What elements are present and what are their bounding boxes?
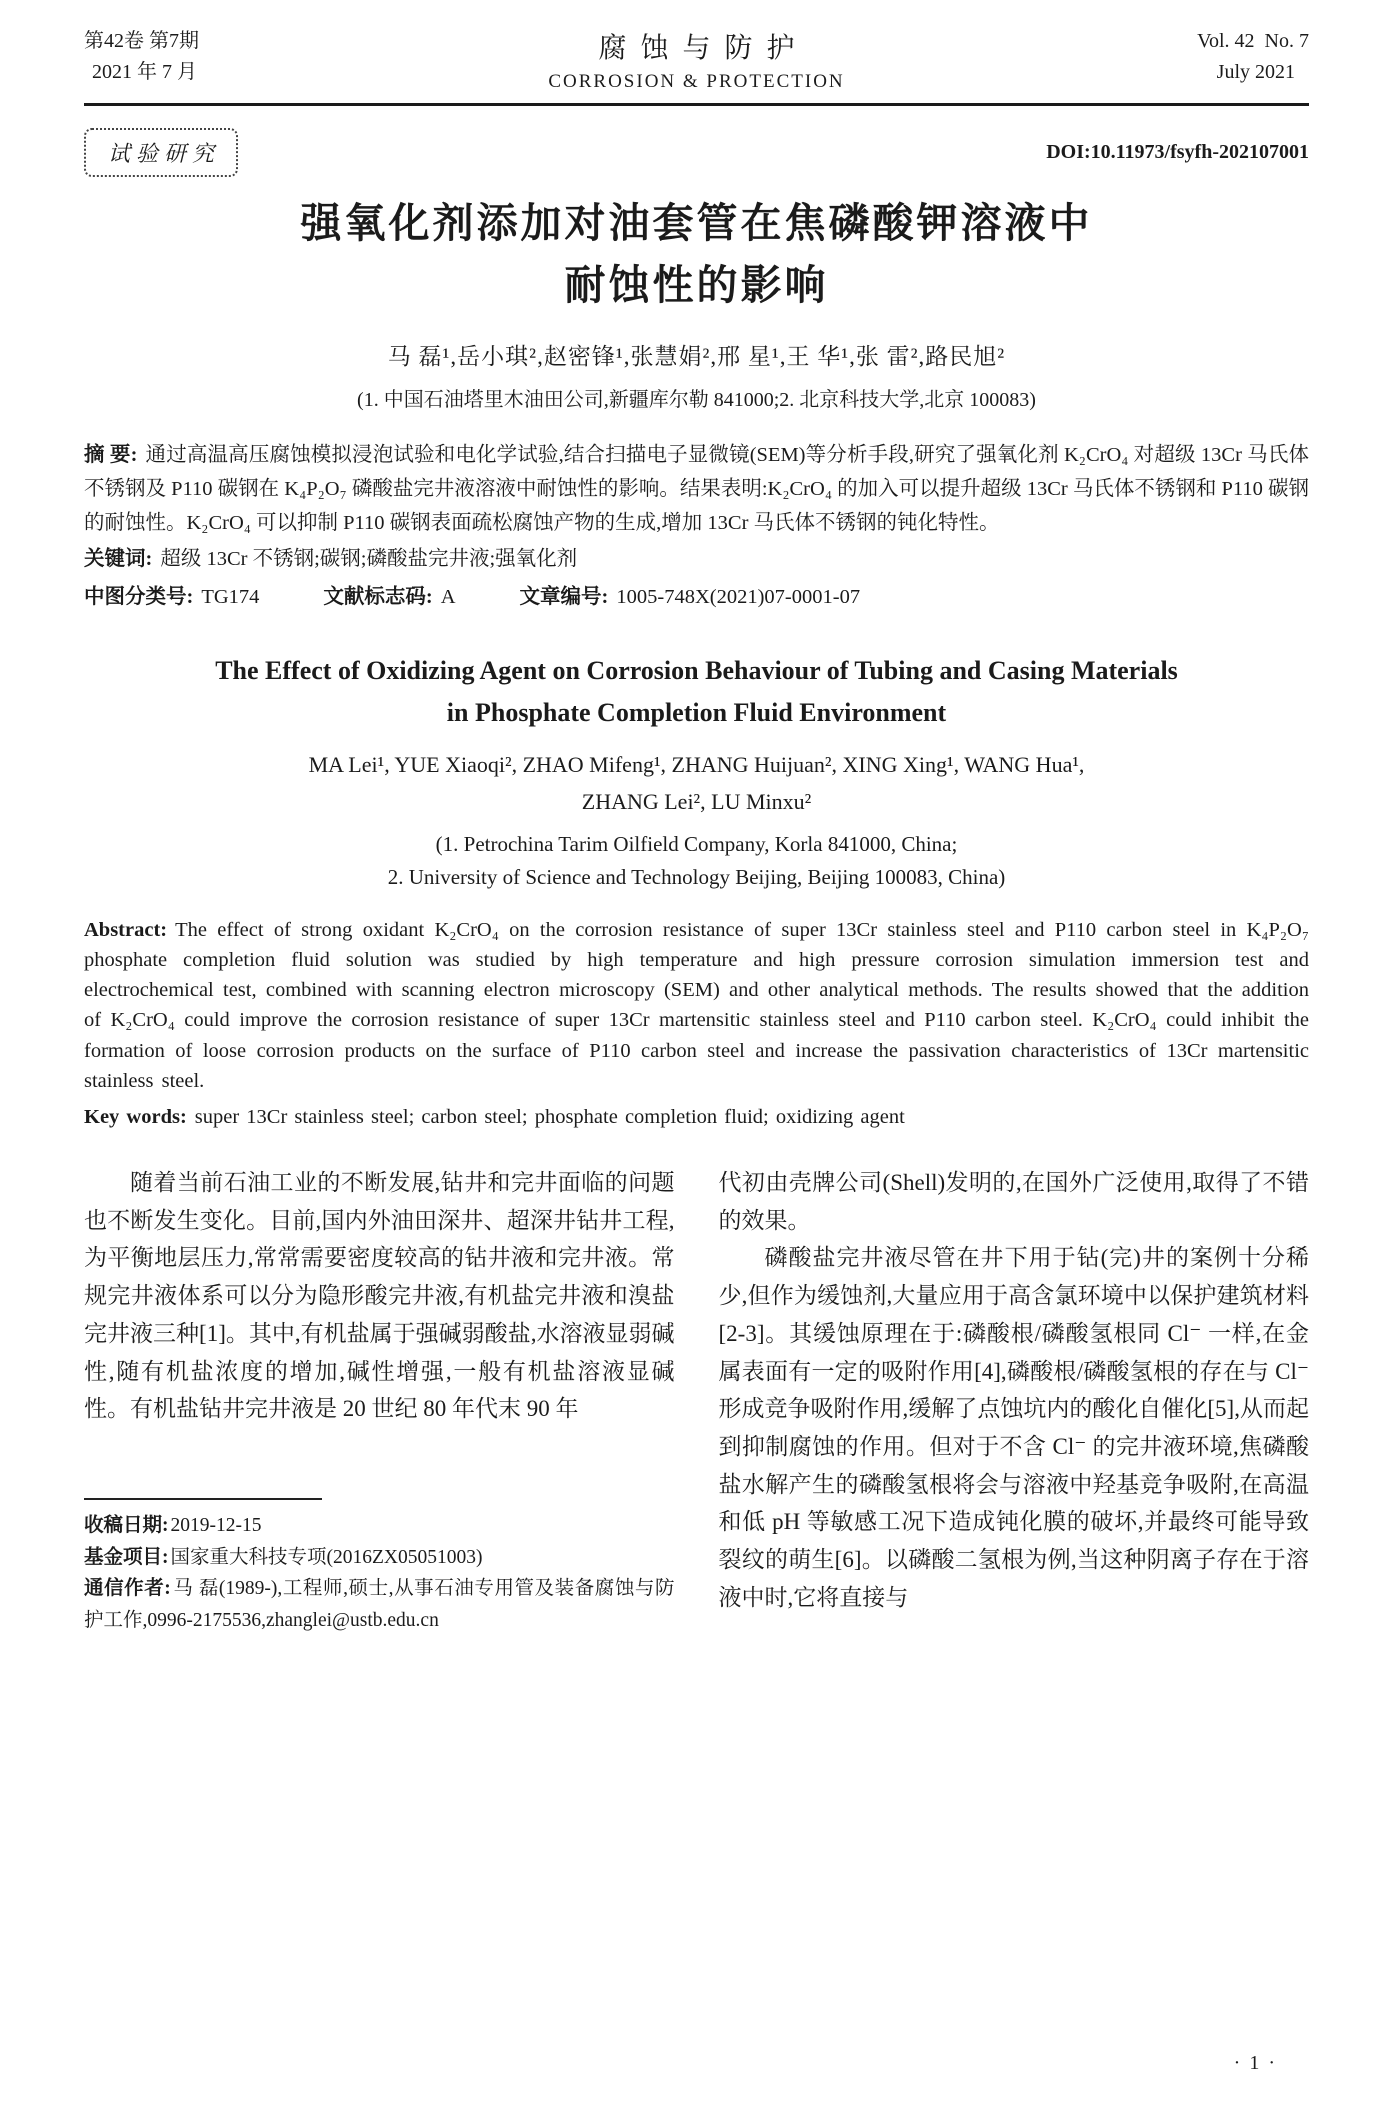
received-date-label: 收稿日期: bbox=[84, 1514, 169, 1536]
article-title-en-line2: in Phosphate Completion Fluid Environment bbox=[446, 697, 947, 727]
abstract-zh-label: 摘 要: bbox=[84, 444, 138, 466]
doi-text: DOI:10.11973/fsyfh-202107001 bbox=[1046, 141, 1309, 163]
document-code-label: 文献标志码: bbox=[323, 586, 433, 609]
abstract-en bbox=[84, 915, 1309, 1096]
masthead-center bbox=[304, 26, 1089, 93]
fund-project-label: 基金项目: bbox=[84, 1546, 169, 1568]
body-paragraph: 代初由壳牌公司(Shell)发明的,在国外广泛使用,取得了不错的效果。 bbox=[718, 1169, 1309, 1233]
authors-en-line2: ZHANG Lei², LU Minxu² bbox=[581, 788, 812, 814]
authors-en bbox=[84, 747, 1309, 820]
article-title-zh-line2: 耐蚀性的影响 bbox=[564, 261, 829, 308]
authors-zh: 马 磊¹,岳小琪²,赵密锋¹,张慧娟²,邢 星¹,王 华¹,张 雷²,路民旭² bbox=[387, 344, 1006, 369]
document-code-value: A bbox=[440, 586, 456, 609]
body-paragraph: 磷酸盐完井液尽管在井下用于钻(完)井的案例十分稀少,但作为缓蚀剂,大量应用于高含氯环境中以保护建筑材料[2-3]。其缓蚀原理在于:磷酸根/磷酸氢根同 Cl⁻ 一样,在金属表面有一定的吸附作用[4],磷酸根/磷酸氢根的存在与 Cl⁻ 形成竞争吸附作用,缓解了点蚀坑内的酸化自催化[5],从而起到抑制腐蚀的作用。但对于不含 Cl⁻ 的完井液环境,焦磷酸盐水解产生的磷酸氢根将会与溶液中羟基竞争吸附,在高温和低 pH 等敏感工况下造成钝化膜的破坏,并最终可能导致裂纹的萌生[6]。以磷酸二氢根为例,当这种阴离子存在于溶液中时,它将直接与 bbox=[718, 1245, 1309, 1610]
article-title-en bbox=[84, 650, 1309, 733]
affiliation-zh: (1. 中国石油塔里木油田公司,新疆库尔勒 841000;2. 北京科技大学,北京 100083) bbox=[357, 389, 1036, 411]
keywords-en-label: Key words: bbox=[84, 1105, 187, 1128]
keywords-en-text: super 13Cr stainless steel; carbon steel; phosphate completion fluid; oxidizing agent bbox=[194, 1105, 905, 1128]
volume-issue-en: Vol. 42 No. 7 bbox=[1197, 30, 1309, 52]
authors-en-line1: MA Lei¹, YUE Xiaoqi², ZHAO Mifeng¹, ZHANG Huijuan², XING Xing¹, WANG Hua¹, bbox=[308, 752, 1085, 778]
body-columns bbox=[84, 1164, 1309, 1636]
article-id-value: 1005-748X(2021)07-0001-07 bbox=[616, 586, 861, 609]
corresponding-author-line bbox=[84, 1573, 675, 1636]
journal-name-zh: 腐蚀与防护 bbox=[598, 33, 809, 64]
footnote-divider bbox=[84, 1498, 322, 1500]
issue-date-en: July 2021 bbox=[1216, 61, 1295, 83]
document-code bbox=[323, 580, 455, 614]
article-title-en-line1: The Effect of Oxidizing Agent on Corrosion Behaviour of Tubing and Casing Materials bbox=[215, 656, 1178, 686]
received-date-line bbox=[84, 1510, 675, 1542]
body-column-right bbox=[719, 1164, 1310, 1636]
issue-date-zh: 2021 年 7 月 bbox=[92, 61, 197, 83]
footnote-block bbox=[84, 1498, 675, 1636]
article-title-zh-line1: 强氧化剂添加对油套管在焦磷酸钾溶液中 bbox=[300, 200, 1093, 246]
abstract-en-label: Abstract: bbox=[84, 919, 168, 942]
keywords-zh bbox=[84, 542, 1309, 576]
journal-masthead bbox=[84, 26, 1309, 106]
corresponding-author-value: 马 磊(1989-),工程师,硕士,从事石油专用管及装备腐蚀与防护工作,0996-2175536,zhanglei@ustb.edu.cn bbox=[84, 1578, 675, 1631]
affiliations-en bbox=[84, 828, 1309, 895]
clc-number bbox=[84, 580, 259, 614]
body-paragraph: 随着当前石油工业的不断发展,钻井和完井面临的问题也不断发生变化。目前,国内外油田深井、超深井钻井工程,为平衡地层压力,常常需要密度较高的钻井液和完井液。常规完井液体系可以分为隐形酸完井液,有机盐完井液和溴盐完井液三种[1]。其中,有机盐属于强碱弱酸盐,水溶液显弱碱性,随有机盐浓度的增加,碱性增强,一般有机盐溶液显碱性。有机盐钻井完井液是 20 世纪 80 年代末 90 年 bbox=[84, 1169, 675, 1422]
keywords-zh-text: 超级 13Cr 不锈钢;碳钢;磷酸盐完井液;强氧化剂 bbox=[160, 548, 578, 571]
journal-name-en: CORROSION & PROTECTION bbox=[548, 71, 845, 92]
affiliation-en-line1: (1. Petrochina Tarim Oilfield Company, Korla 841000, China; bbox=[435, 831, 958, 856]
badge-doi-row bbox=[84, 128, 1309, 177]
masthead-left bbox=[84, 26, 304, 88]
clc-label: 中图分类号: bbox=[84, 586, 194, 609]
page-number: · 1 · bbox=[1233, 2052, 1277, 2074]
article-id-label: 文章编号: bbox=[519, 586, 609, 609]
keywords-en bbox=[84, 1102, 1309, 1132]
abstract-en-text: The effect of strong oxidant K₂CrO₄ on the corrosion resistance of super 13Cr stainless steel and P110 carbon steel in K₄P₂O₇ phosphate completion fluid solution was studied by high temperature and high pressure corrosion simulation immersion test and electrochemical test, combined with scanning electron microscopy (SEM) and other analytical methods. The results showed that the addition of K₂CrO₄ could improve the corrosion resistance of super 13Cr martensitic stainless steel and P110 carbon steel. K₂CrO₄ could inhibit the formation of loose corrosion products on the surface of P110 carbon steel and increase the passivation characteristics of 13Cr martensitic stainless steel. bbox=[84, 919, 1309, 1092]
affiliation-en-line2: 2. University of Science and Technology Beijing, Beijing 100083, China) bbox=[387, 865, 1006, 890]
abstract-zh bbox=[84, 438, 1309, 540]
masthead-right bbox=[1089, 26, 1309, 88]
body-column-left bbox=[84, 1164, 675, 1636]
corresponding-author-label: 通信作者: bbox=[84, 1578, 171, 1600]
column-badge: 试验研究 bbox=[84, 128, 238, 177]
keywords-zh-label: 关键词: bbox=[84, 548, 153, 571]
article-title-zh bbox=[84, 193, 1309, 316]
fund-project-line bbox=[84, 1542, 675, 1574]
fund-project-value: 国家重大科技专项(2016ZX05051003) bbox=[170, 1546, 483, 1568]
abstract-zh-text: 通过高温高压腐蚀模拟浸泡试验和电化学试验,结合扫描电子显微镜(SEM)等分析手段,研究了强氧化剂 K₂CrO₄ 对超级 13Cr 马氏体不锈钢及 P110 碳钢在 K₄P₂O₇ 磷酸盐完井液溶液中耐蚀性的影响。结果表明:K₂CrO₄ 的加入可以提升超级 13Cr 马氏体不锈钢和 P110 碳钢的耐蚀性。K₂CrO₄ 可以抑制 P110 碳钢表面疏松腐蚀产物的生成,增加 13Cr 马氏体不锈钢的钝化特性。 bbox=[84, 444, 1309, 535]
article-id bbox=[520, 580, 861, 614]
volume-issue-zh: 第42卷 第7期 bbox=[84, 30, 199, 52]
clc-value: TG174 bbox=[201, 586, 260, 609]
classification-row bbox=[84, 580, 1309, 614]
received-date-value: 2019-12-15 bbox=[170, 1514, 262, 1536]
